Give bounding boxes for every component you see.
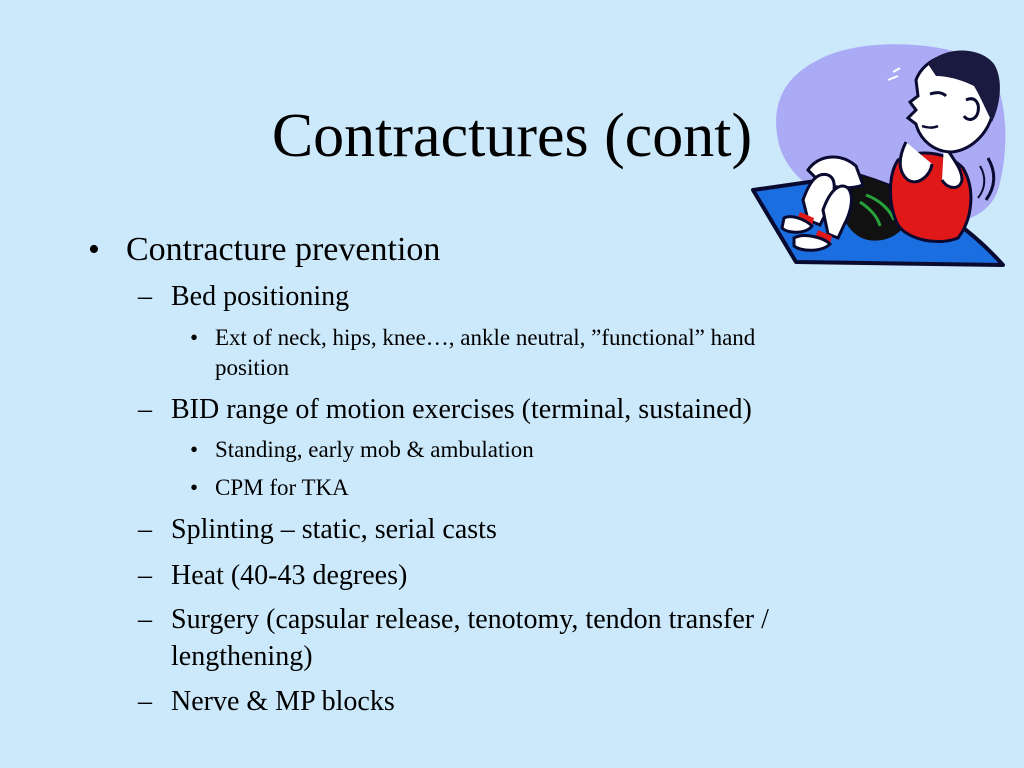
dash-marker: – [138,686,152,717]
bullet-marker: • [88,231,100,268]
bullet-marker: • [190,475,199,500]
subsubbullet-ext-of-neck: Ext of neck, hips, knee…, ankle neutral, ”functional” hand [215,325,756,350]
man-doing-situps-clipart [748,40,1010,276]
subbullet-surgery: Surgery (capsular release, tenotomy, tendon transfer / [171,604,769,635]
bullet-marker: • [190,437,199,462]
slide-title: Contractures (cont) [271,102,753,170]
subbullet-heat: Heat (40-43 degrees) [171,560,408,591]
bullet-marker: • [190,325,199,350]
dash-marker: – [138,514,152,545]
bullet-contracture-prevention: Contracture prevention [126,231,441,268]
subsubbullet-standing: Standing, early mob & ambulation [215,437,534,462]
subbullet-surgery-continuation: lengthening) [171,641,313,672]
dash-marker: – [138,604,152,635]
subbullet-bed-positioning: Bed positioning [171,281,350,312]
subsubbullet-ext-of-neck-continuation: position [215,355,290,380]
subbullet-splinting: Splinting – static, serial casts [171,514,497,545]
subbullet-bid-range-of-motion: BID range of motion exercises (terminal, sustained) [171,394,752,425]
subbullet-nerve-mp-blocks: Nerve & MP blocks [171,686,395,717]
dash-marker: – [138,281,152,312]
dash-marker: – [138,560,152,591]
subsubbullet-cpm-for-tka: CPM for TKA [215,475,349,500]
dash-marker: – [138,394,152,425]
